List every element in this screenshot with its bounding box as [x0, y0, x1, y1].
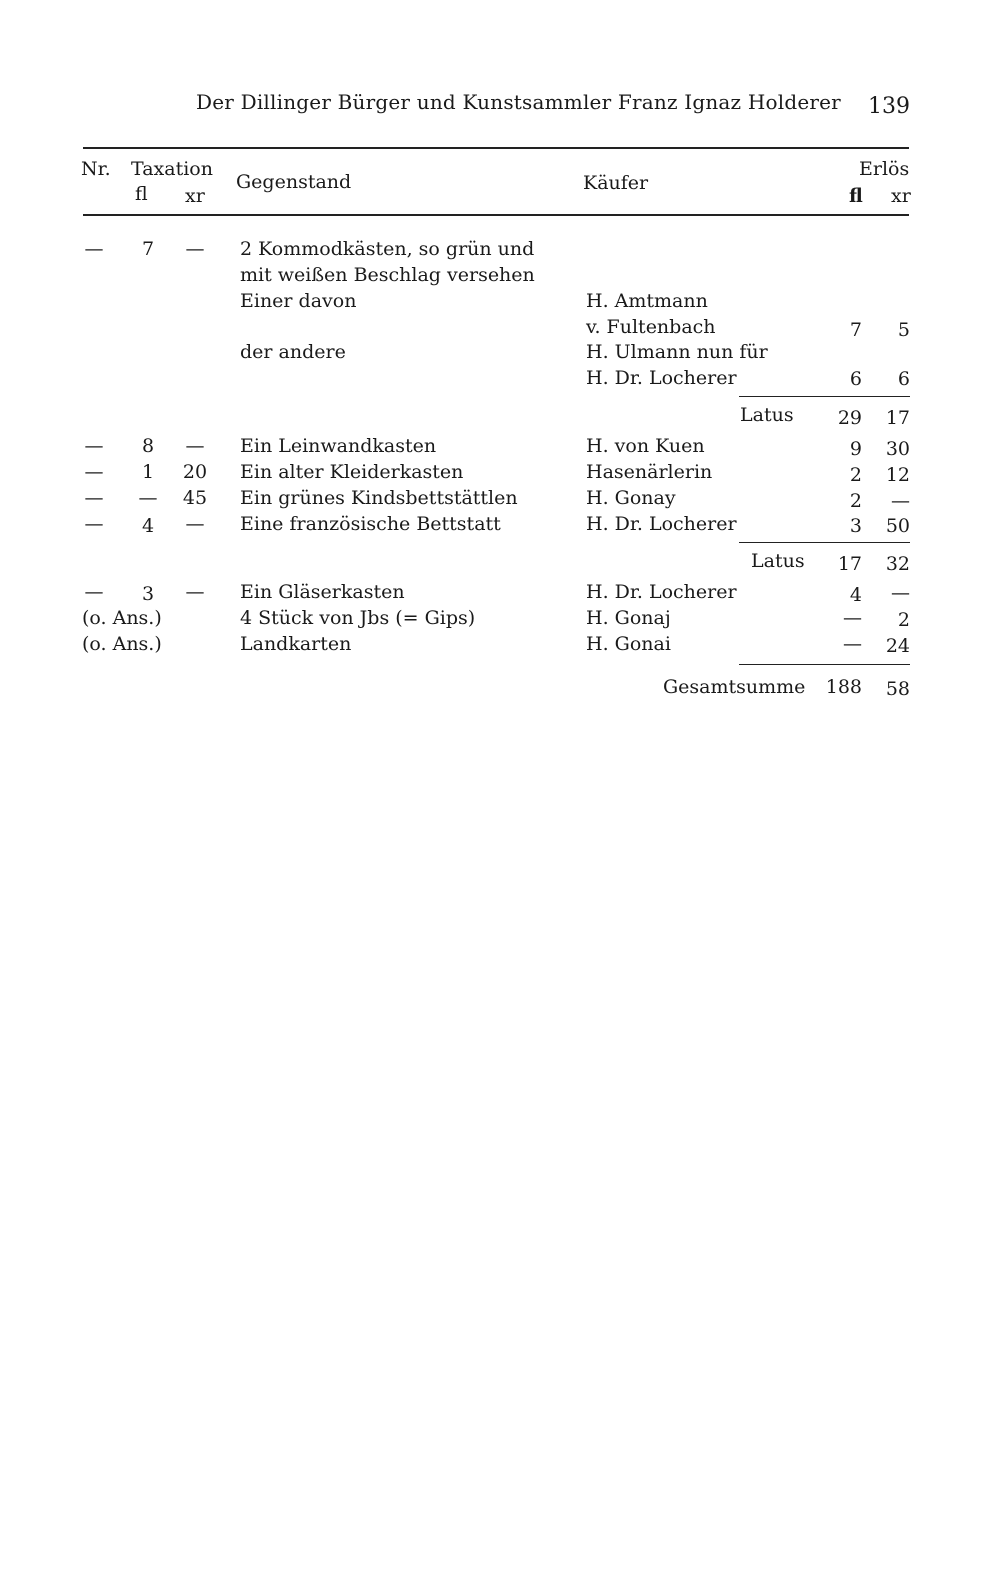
table-cell-erl-fl: — — [843, 607, 862, 629]
col-header-erl-fl: fl — [849, 185, 863, 207]
table-cell-erl-fl: 4 — [849, 584, 862, 606]
grand-total-label: Gesamtsumme — [663, 676, 806, 698]
table-cell-erl-fl: 9 — [849, 438, 862, 460]
col-header-gegenstand: Gegenstand — [236, 171, 352, 193]
table-cell-gegenstand: Ein Leinwandkasten — [240, 435, 437, 457]
table-cell-tax-fl: 1 — [141, 461, 155, 483]
col-header-taxation: Taxation — [131, 158, 213, 180]
table-cell-erl-xr: 24 — [885, 635, 910, 657]
table-cell-nr: — — [84, 513, 104, 535]
table-cell-gegenstand: 4 Stück von Jbs (= Gips) — [240, 607, 476, 629]
table-cell-kaeufer: H. Ulmann nun für — [586, 341, 768, 363]
table-cell-nr: — — [84, 487, 104, 509]
table-cell-gegenstand: Eine französische Bettstatt — [240, 513, 501, 535]
table-cell-tax-fl: 4 — [141, 515, 155, 537]
table-cell-nr: — — [84, 461, 104, 483]
table-cell-kaeufer: H. Dr. Locherer — [586, 581, 737, 603]
page-number: 139 — [868, 94, 910, 119]
table-cell-nr: — — [84, 435, 104, 457]
table-cell-nr: — — [84, 238, 104, 260]
col-header-tax-fl: fl — [135, 183, 148, 205]
table-cell-erl-fl: 6 — [849, 368, 862, 390]
table-cell-erl-xr: 30 — [885, 438, 910, 460]
table-cell-erl-xr: 5 — [897, 319, 910, 341]
running-title: Der Dillinger Bürger und Kunstsammler Franz Ignaz Holderer — [196, 90, 841, 114]
table-header-rule — [83, 214, 909, 216]
col-header-erloes: Erlös — [859, 158, 910, 180]
col-header-tax-xr: xr — [185, 185, 205, 207]
table-cell-tax-xr: — — [185, 238, 205, 260]
col-header-kaeufer: Käufer — [583, 172, 649, 194]
table-cell-kaeufer: Hasenärlerin — [586, 461, 713, 483]
table-cell-erl-fl: 3 — [849, 515, 862, 537]
table-cell-gegenstand: mit weißen Beschlag versehen — [240, 264, 535, 286]
table-cell-gegenstand: Landkarten — [240, 633, 352, 655]
table-cell-gegenstand: Ein Gläserkasten — [240, 581, 405, 603]
table-cell-kaeufer: H. Gonaj — [586, 607, 671, 629]
table-cell-tax-xr: 20 — [182, 461, 208, 483]
table-cell-kaeufer: H. Gonai — [586, 633, 671, 655]
table-cell-nr: (o. Ans.) — [82, 633, 162, 655]
table-cell-kaeufer: H. von Kuen — [586, 435, 705, 457]
table-cell-erl-fl: 2 — [849, 490, 862, 512]
table-cell-tax-xr: — — [185, 435, 205, 457]
table-cell-gegenstand: Ein alter Kleiderkasten — [240, 461, 464, 483]
table-cell-erl-xr: — — [891, 490, 910, 512]
table-cell-gegenstand: Einer davon — [240, 290, 357, 312]
subtotal-label: Latus — [751, 550, 805, 572]
table-cell-erl-fl: 7 — [849, 319, 862, 341]
table-cell-tax-fl: — — [138, 487, 158, 509]
total-rule — [739, 664, 910, 665]
table-cell-tax-fl: 3 — [141, 583, 155, 605]
table-cell-kaeufer: H. Dr. Locherer — [586, 367, 737, 389]
table-cell-tax-fl: 8 — [141, 435, 155, 457]
col-header-erl-xr: xr — [891, 185, 911, 207]
table-cell-erl-xr: — — [891, 582, 910, 604]
subtotal-fl: 17 — [837, 553, 862, 575]
table-cell-kaeufer: H. Gonay — [586, 487, 676, 509]
table-cell-nr: — — [84, 581, 104, 603]
table-cell-kaeufer: v. Fultenbach — [586, 316, 716, 338]
grand-total-fl: 188 — [825, 676, 862, 698]
table-cell-tax-fl: 7 — [141, 238, 155, 260]
table-cell-erl-xr: 2 — [897, 609, 910, 631]
table-cell-erl-xr: 50 — [885, 515, 910, 537]
table-top-rule — [83, 147, 909, 149]
table-cell-nr: (o. Ans.) — [82, 607, 162, 629]
table-cell-kaeufer: H. Amtmann — [586, 290, 708, 312]
subtotal-fl: 29 — [837, 407, 862, 429]
table-cell-gegenstand: Ein grünes Kindsbettstättlen — [240, 487, 518, 509]
table-cell-tax-xr: 45 — [182, 487, 208, 509]
table-cell-erl-xr: 6 — [897, 368, 910, 390]
col-header-nr: Nr. — [81, 158, 111, 180]
table-cell-kaeufer: H. Dr. Locherer — [586, 513, 737, 535]
table-cell-tax-xr: — — [185, 513, 205, 535]
table-cell-tax-xr: — — [185, 581, 205, 603]
subtotal-rule — [739, 542, 910, 543]
table-cell-erl-xr: 12 — [885, 464, 910, 486]
table-cell-erl-fl: 2 — [849, 464, 862, 486]
subtotal-xr: 17 — [885, 407, 910, 429]
grand-total-xr: 58 — [885, 678, 910, 700]
table-cell-gegenstand: der andere — [240, 341, 346, 363]
table-cell-gegenstand: 2 Kommodkästen, so grün und — [240, 238, 535, 260]
table-cell-erl-fl: — — [843, 633, 862, 655]
subtotal-label: Latus — [740, 404, 794, 426]
subtotal-rule — [739, 396, 910, 397]
subtotal-xr: 32 — [885, 553, 910, 575]
